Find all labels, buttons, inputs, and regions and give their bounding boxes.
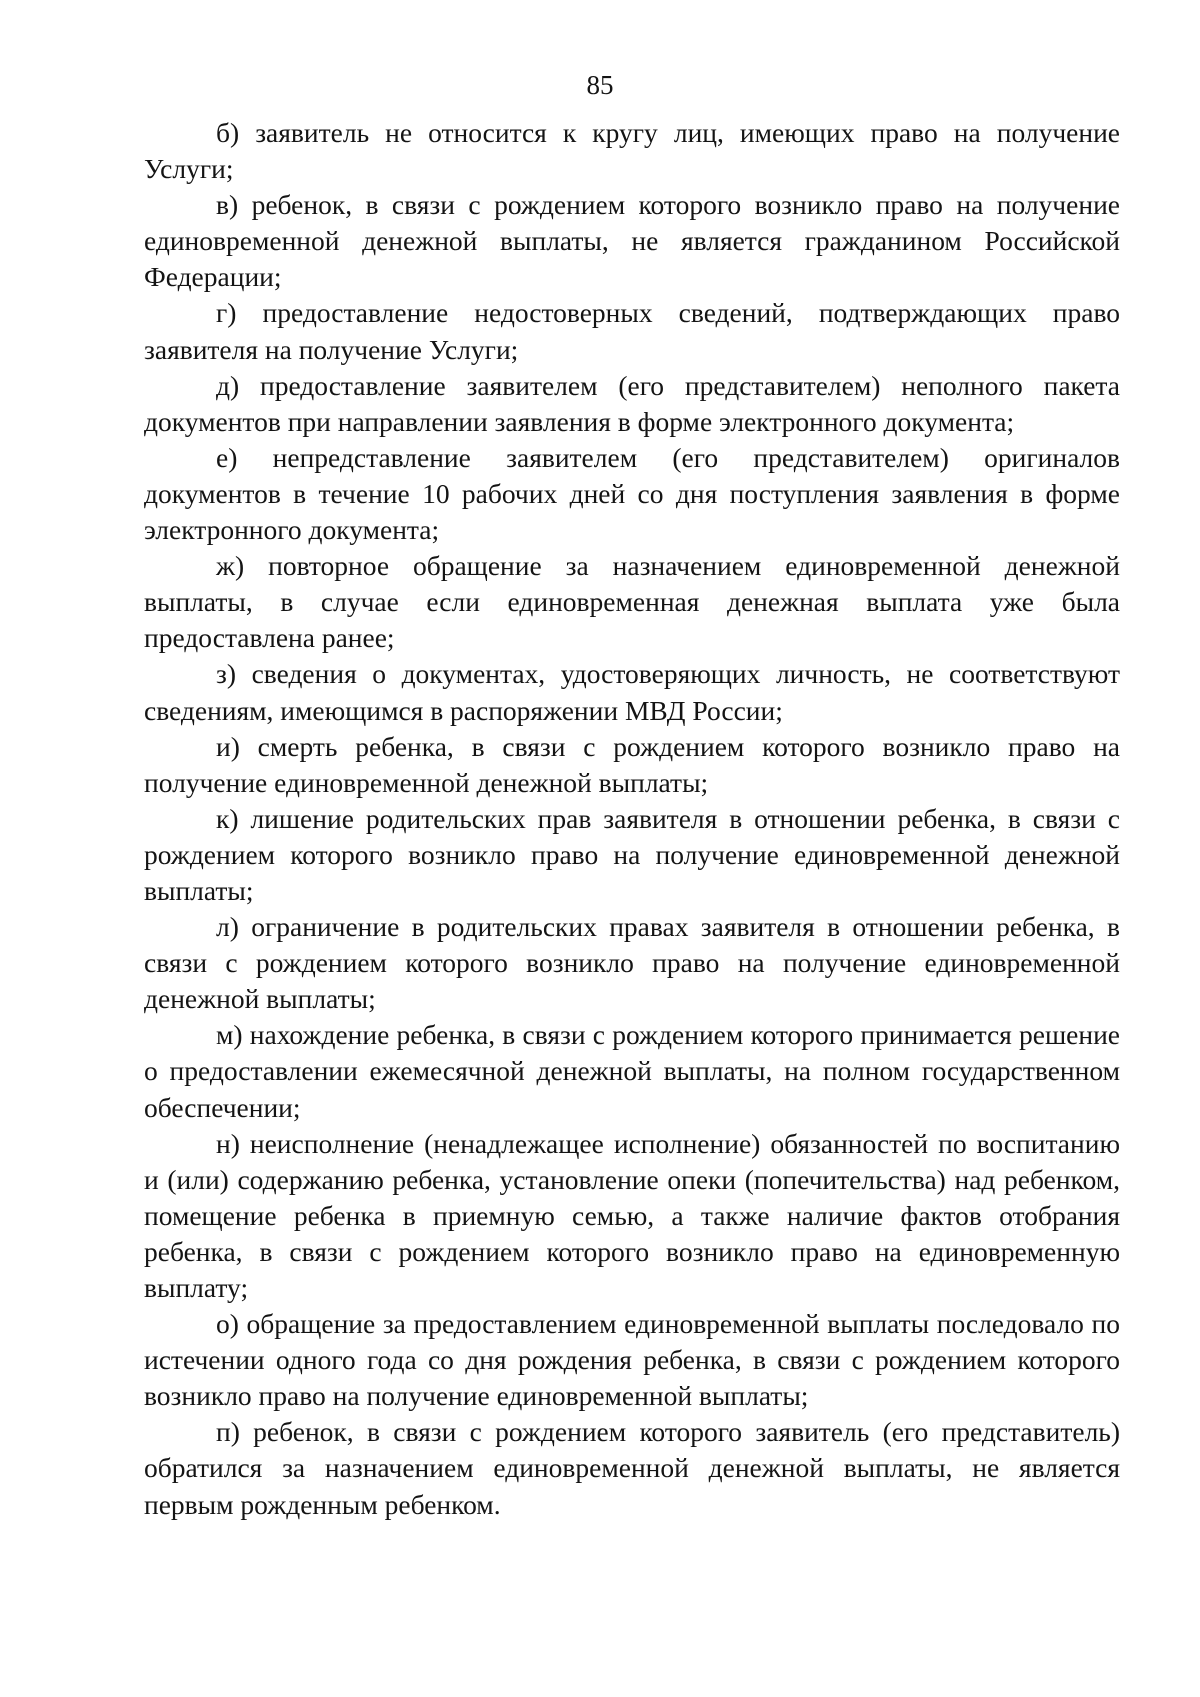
document-body xyxy=(144,115,1120,1523)
list-item: п) ребенок, в связи с рождением которого заявитель (его представитель) обратился за назначением единовременной денежной выплаты, не является первым рожденным ребенком. xyxy=(144,1416,1120,1520)
list-item: з) сведения о документах, удостоверяющих личность, не соответствуют сведениям, имеющимся в распоряжении МВД России; xyxy=(144,658,1120,726)
list-item: и) смерть ребенка, в связи с рождением которого возникло право на получение единовременной денежной выплаты; xyxy=(144,730,1120,798)
page-number: 85 xyxy=(586,70,614,100)
list-item: д) предоставление заявителем (его представителем) неполного пакета документов при направлении заявления в форме электронного документа; xyxy=(144,369,1120,437)
list-item: к) лишение родительских прав заявителя в отношении ребенка, в связи с рождением которого возникло право на получение единовременной денежной выплаты; xyxy=(144,802,1120,906)
list-item: ж) повторное обращение за назначением единовременной денежной выплаты, в случае если единовременная денежная выплата уже была предоставлена ранее; xyxy=(144,550,1120,654)
list-item: г) предоставление недостоверных сведений, подтверждающих право заявителя на получение Услуги; xyxy=(144,297,1120,365)
list-item: м) нахождение ребенка, в связи с рождением которого принимается решение о предоставлении ежемесячной денежной выплаты, на полном государственном обеспечении; xyxy=(144,1019,1120,1123)
list-item: н) неисполнение (ненадлежащее исполнение) обязанностей по воспитанию и (или) содержанию ребенка, установление опеки (попечительства) над ребенком, помещение ребенка в приемную семью, а также наличие фактов отобрания ребенка, в связи с рождением которого возникло право на единовременную выплату; xyxy=(144,1127,1120,1303)
list-item: л) ограничение в родительских правах заявителя в отношении ребенка, в связи с рождением которого возникло право на получение единовременной денежной выплаты; xyxy=(144,911,1120,1015)
list-item: о) обращение за предоставлением единовременной выплаты последовало по истечении одного года со дня рождения ребенка, в связи с рождением которого возникло право на получение единовременной выплаты; xyxy=(144,1308,1120,1412)
list-item: е) непредставление заявителем (его представителем) оригиналов документов в течение 10 рабочих дней со дня поступления заявления в форме электронного документа; xyxy=(144,441,1120,546)
list-item: б) заявитель не относится к кругу лиц, имеющих право на получение Услуги; xyxy=(144,117,1120,185)
list-item: в) ребенок, в связи с рождением которого возникло право на получение единовременной денежной выплаты, не является гражданином Российской Федерации; xyxy=(144,189,1120,293)
